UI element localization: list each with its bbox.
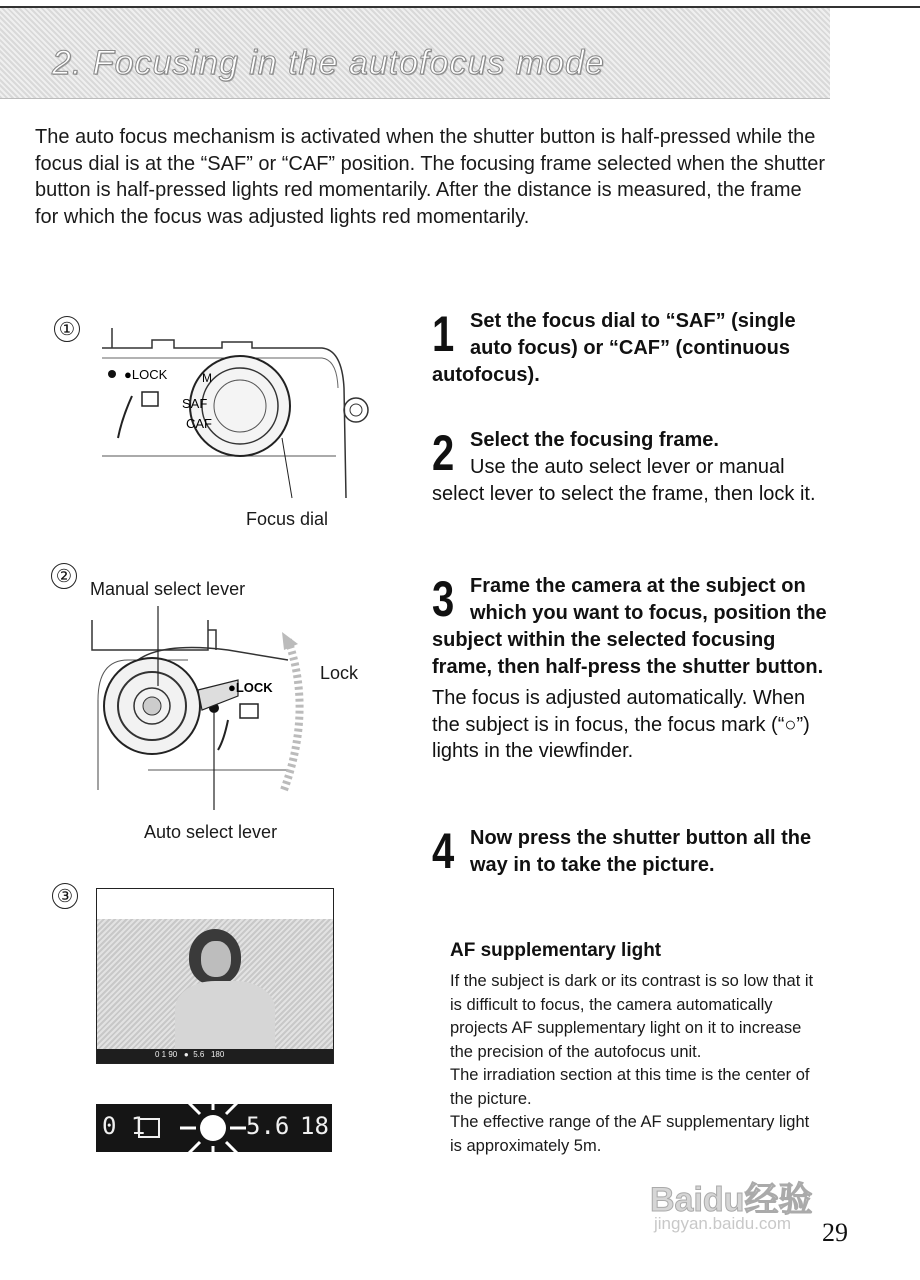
step-1-number: 1 xyxy=(432,306,455,362)
lcd-aperture: 5.6 xyxy=(246,1112,290,1140)
af-note-paragraph-2: The irradiation section at this time is the center of the picture. xyxy=(450,1066,810,1108)
page-number: 29 xyxy=(822,1218,848,1247)
lever-lock-label: ●LOCK xyxy=(228,680,273,695)
figure-2-number: ② xyxy=(51,563,77,589)
focus-dial-illustration xyxy=(92,318,382,508)
step-4-number: 4 xyxy=(432,823,455,879)
dial-lock-label: ●LOCK xyxy=(124,367,168,382)
step-1-heading: Set the focus dial to “SAF” (single auto focus) or “CAF” (continuous autofocus). xyxy=(432,310,796,386)
subject-body xyxy=(175,981,275,1051)
lock-callout: Lock xyxy=(320,663,359,683)
af-note-heading: AF supplementary light xyxy=(450,940,662,961)
step-3-body: The focus is adjusted automatically. When the subject is in focus, the focus mark (“○”) lights in the viewfinder. xyxy=(432,687,810,762)
lock-arc-arrow xyxy=(284,640,300,790)
section-title: 2. Focusing in the autofocus mode xyxy=(52,44,605,82)
frame-select-icon xyxy=(142,392,158,406)
viewfinder-photo xyxy=(96,888,334,1064)
lcd-frame-icon xyxy=(138,1118,160,1138)
step-3 xyxy=(432,573,832,765)
auto-select-lever-callout: Auto select lever xyxy=(144,822,278,842)
focus-mark-icon xyxy=(176,1092,250,1164)
step-4 xyxy=(432,825,832,879)
section-title-band xyxy=(0,6,830,99)
step-2-body: Use the auto select lever or manual select lever to select the frame, then lock it. xyxy=(432,456,816,505)
step-2 xyxy=(432,427,832,507)
figure-3-number: ③ xyxy=(52,883,78,909)
dial-caf-label: CAF xyxy=(186,416,212,431)
top-rule xyxy=(0,6,920,8)
auto-frame-icon xyxy=(240,704,258,718)
step-1 xyxy=(432,308,832,389)
figure-1-number: ① xyxy=(54,316,80,342)
af-supplementary-note xyxy=(450,940,820,1158)
viewfinder-info-strip: 0 1 90 ● 5.6 180 xyxy=(155,1050,225,1059)
step-3-heading: Frame the camera at the subject on which you want to focus, position the subject within the selected focusing frame, then half-press the shutter button. xyxy=(432,575,827,678)
select-lever-illustration xyxy=(88,600,318,810)
af-note-paragraph-1: If the subject is dark or its contrast is so low that it is difficult to focus, the camera automatically projects AF supplementary light on it to increase the precision of the autofocus unit. xyxy=(450,972,814,1061)
step-3-number: 3 xyxy=(432,571,455,627)
watermark-url: jingyan.baidu.com xyxy=(654,1214,792,1233)
dial-m-label: M xyxy=(202,371,212,385)
step-2-heading: Select the focusing frame. xyxy=(470,429,719,451)
step-4-heading: Now press the shutter button all the way in to take the picture. xyxy=(470,827,812,876)
lcd-frame-count: 0 1 xyxy=(102,1112,146,1140)
focus-dial-callout: Focus dial xyxy=(246,509,329,529)
lcd-shutter: 18 xyxy=(300,1112,329,1140)
watermark-logo: Baidu经验 xyxy=(650,1181,813,1219)
intro-paragraph: The auto focus mechanism is activated when the shutter button is half-pressed while the focus dial is at the “SAF” or “CAF” position. The focusing frame selected when the shutter button is half-pressed lights red momentarily. After the distance is measured, the frame for which the focus was adjusted lights red momentarily. xyxy=(35,126,825,228)
step-2-number: 2 xyxy=(432,425,455,481)
viewfinder-lcd-strip xyxy=(96,1104,332,1152)
manual-select-lever-callout: Manual select lever xyxy=(90,579,246,599)
dial-saf-label: SAF xyxy=(182,396,208,411)
af-note-paragraph-3: The effective range of the AF supplementary light is approximately 5m. xyxy=(450,1113,810,1155)
